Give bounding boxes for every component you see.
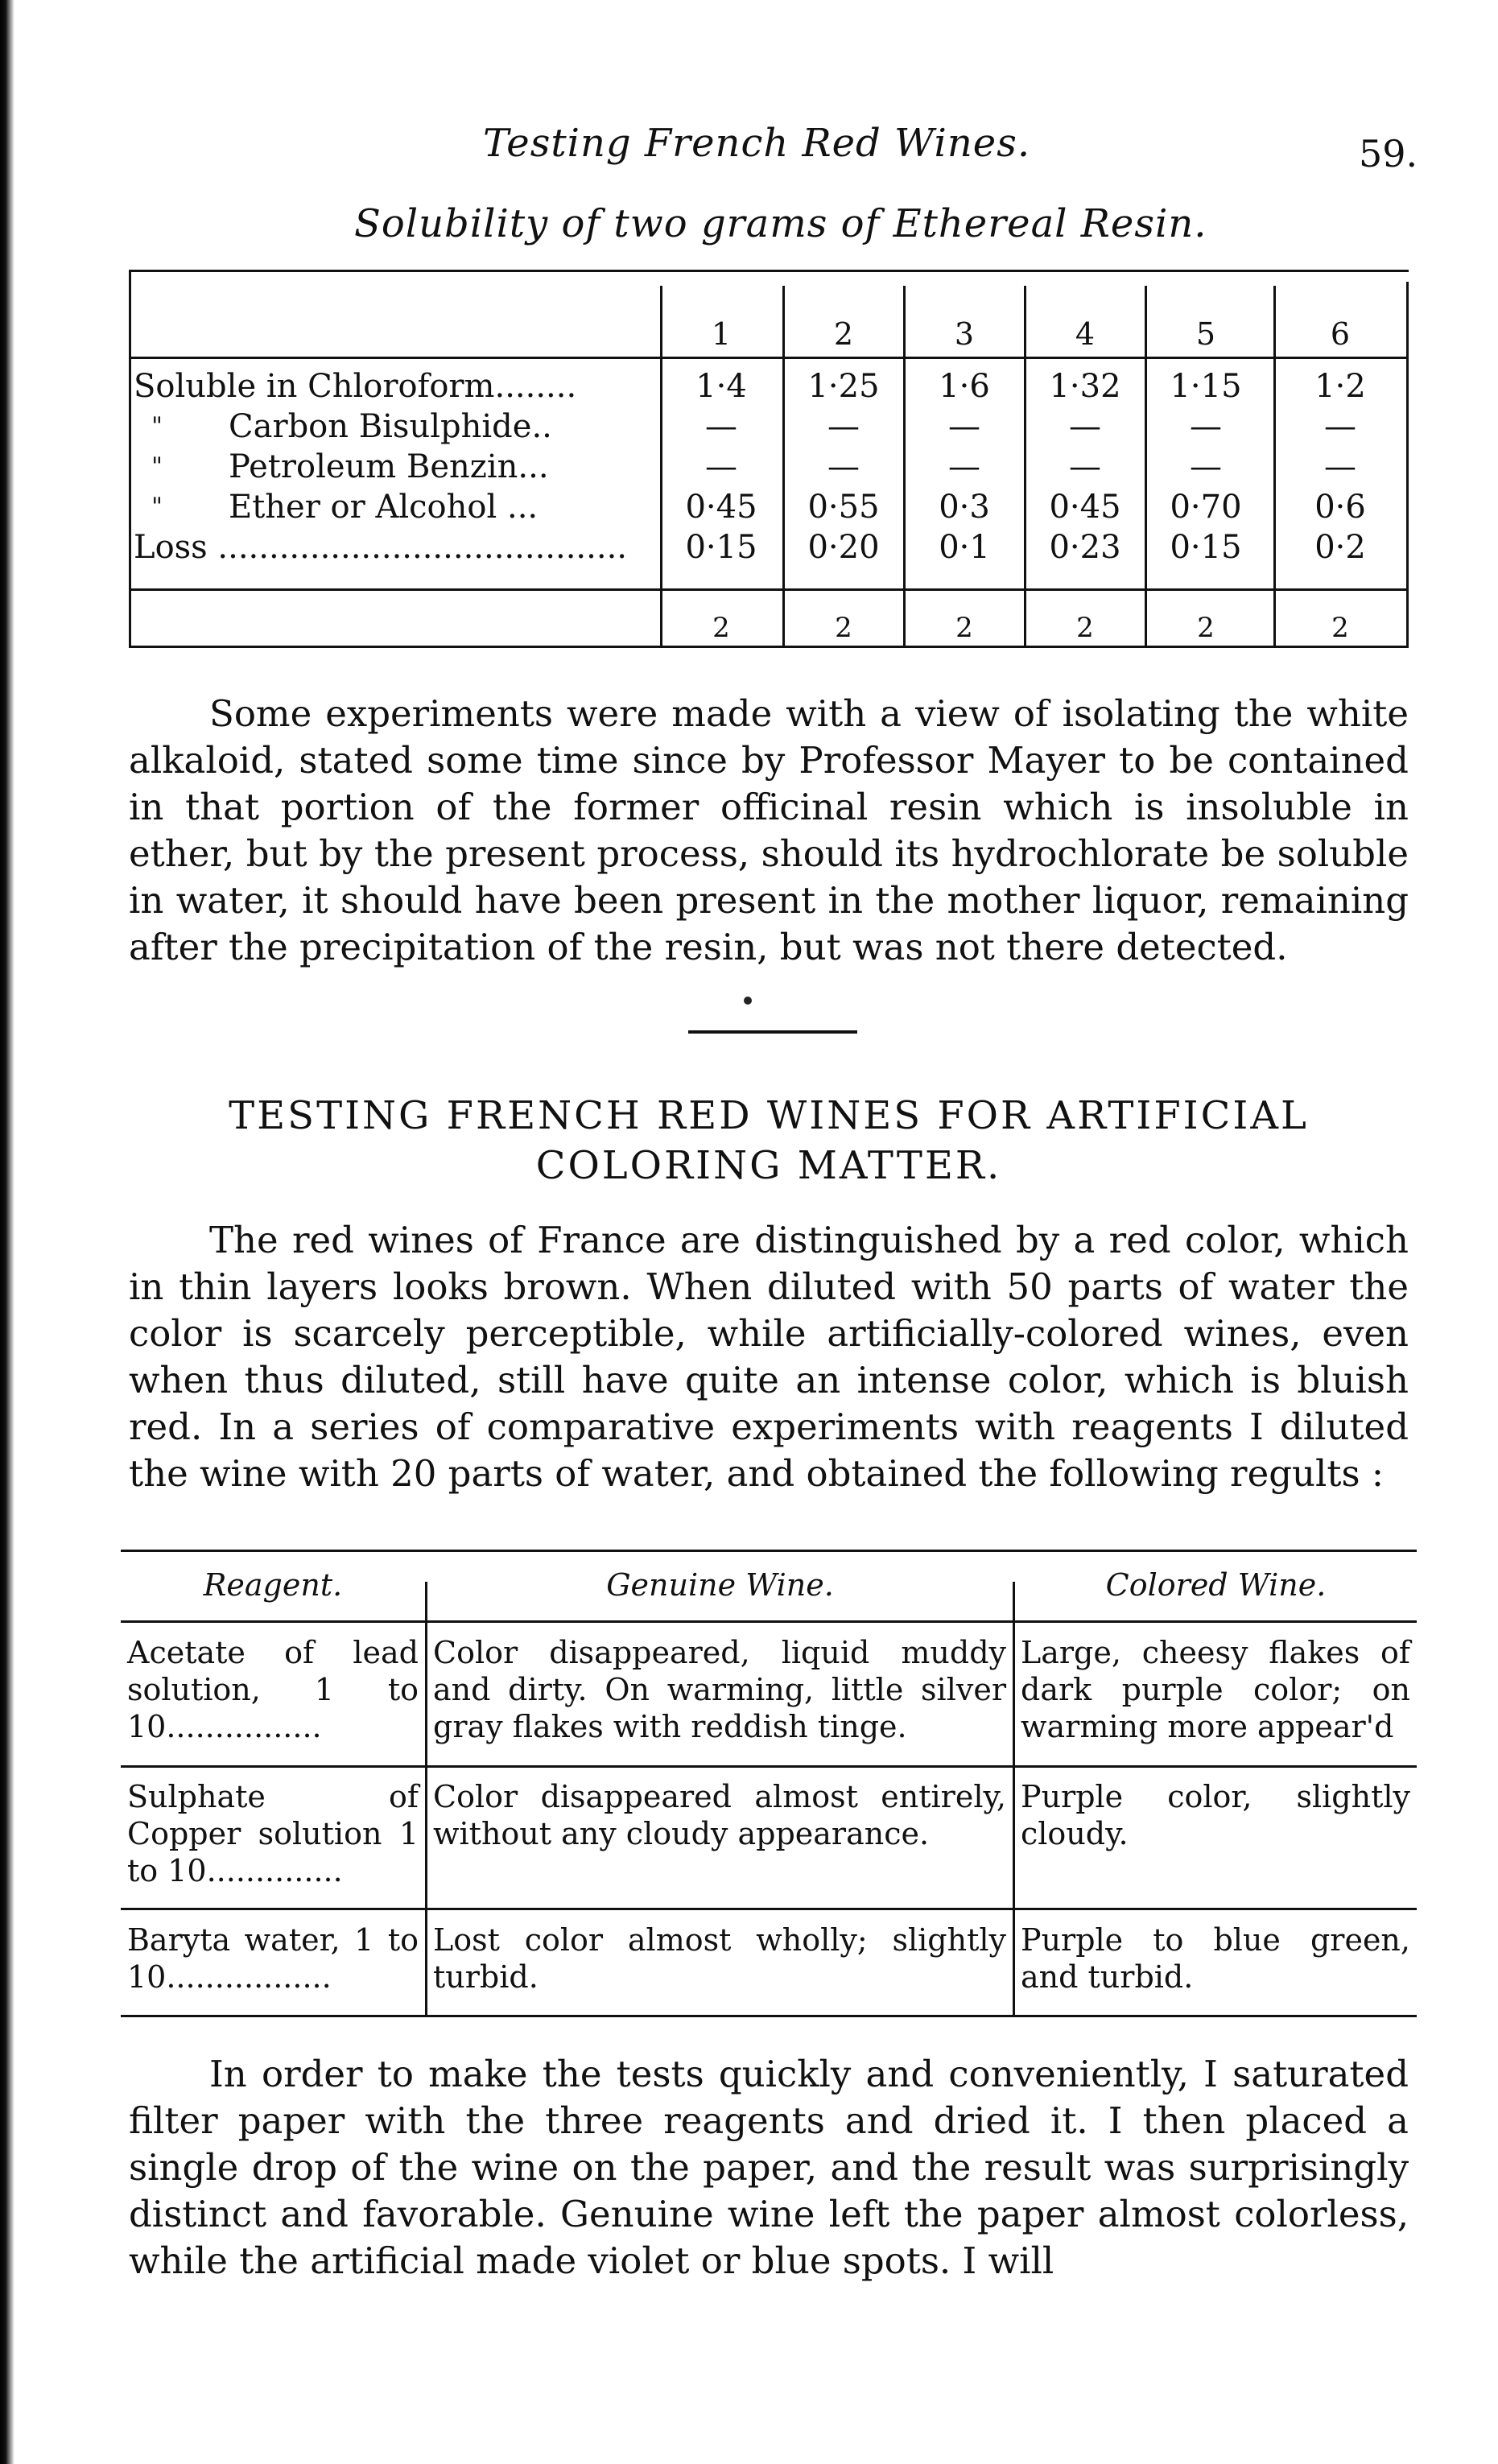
table-cell: — [1324, 408, 1356, 445]
colored-wine-cell: Purple to blue green, and turbid. [1021, 1922, 1410, 1995]
column-rule [425, 1582, 427, 2016]
table-cell: 1·32 [1049, 368, 1121, 405]
table-cell: 0·3 [939, 489, 990, 526]
table-rule-left [129, 270, 131, 648]
total-cell: 2 [955, 612, 973, 644]
table-cell: 0·15 [1170, 529, 1242, 566]
table-cell: 0·45 [685, 489, 757, 526]
column-header-colored-wine: Colored Wine. [1105, 1567, 1327, 1603]
ditto-mark: " [151, 412, 163, 440]
column-header-reagent: Reagent. [203, 1567, 343, 1603]
table-cell: 0·15 [685, 529, 757, 566]
table-rule-top [121, 1550, 1417, 1552]
page-edge [0, 0, 14, 2464]
resin-solubility-table [129, 270, 1409, 656]
table-cell: 1·25 [807, 368, 880, 405]
separator-dot [744, 997, 752, 1005]
table-rule-header [121, 1620, 1417, 1623]
reagent-cell: Baryta water, 1 to 10................. [127, 1922, 419, 1995]
table-cell: 1·15 [1170, 368, 1242, 405]
total-cell: 2 [1076, 612, 1094, 644]
table-cell: — [705, 448, 737, 485]
table-cell: 1·6 [939, 368, 990, 405]
table-rule-row [121, 1765, 1417, 1768]
running-head: Testing French Red Wines. [483, 121, 1031, 166]
total-cell: 2 [712, 612, 730, 644]
column-header-5: 5 [1195, 316, 1216, 352]
table-cell: — [1069, 448, 1101, 485]
reagent-results-table [121, 1550, 1417, 2033]
row-label-ether-alcohol: " Ether or Alcohol ... [134, 487, 627, 527]
table-cell: 0·20 [807, 529, 880, 566]
genuine-wine-cell: Color disappeared almost entirely, without any cloudy appearance. [433, 1779, 1006, 1851]
data-column-5 [1145, 366, 1266, 568]
page-number: 59. [1359, 132, 1418, 175]
table-cell: — [705, 408, 737, 445]
table-cell: — [1069, 408, 1101, 445]
row-label-loss: Loss ........................................ [134, 529, 628, 566]
paragraph-text: In order to make the tests quickly and conveniently, I saturated filter paper with the three reagents and dried it. I then placed a single drop of the wine on the paper, and the result was surprisingly distinct and favorable. Genuine wine left the paper almost colorless, while the artificial made violet or blue spots. I will [129, 2053, 1409, 2282]
colored-wine-cell: Purple color, slightly cloudy. [1021, 1779, 1410, 1851]
data-column-1 [661, 366, 782, 568]
table-cell: — [827, 448, 860, 485]
section-title-line-1: TESTING FRENCH RED WINES FOR ARTIFICIAL [229, 1093, 1309, 1138]
row-labels [134, 366, 627, 568]
column-rule [1013, 1582, 1015, 2016]
table-cell: — [827, 408, 860, 445]
reagent-cell: Acetate of lead solution, 1 to 10................ [127, 1635, 419, 1744]
column-header-6: 6 [1330, 316, 1351, 352]
table-cell: — [948, 448, 980, 485]
data-column-3 [904, 366, 1025, 568]
colored-wine-cell: Large, cheesy flakes of dark purple color; on warming more appear'd [1021, 1635, 1410, 1744]
section-title [129, 1091, 1409, 1191]
reagent-cell: Sulphate of Copper solution 1 to 10.............. [127, 1779, 419, 1888]
column-header-4: 4 [1075, 316, 1096, 352]
genuine-wine-cell: Lost color almost wholly; slightly turbid. [433, 1922, 1006, 1995]
column-header-3: 3 [954, 316, 975, 352]
paragraph-text: The red wines of France are distinguished by a red color, which in thin layers looks brown. When diluted with 50 parts of water the color is scarcely perceptible, while artificially-colored wines, even when thus diluted, still have quite an intense color, which is bluish red. In a series of comparative experiments with reagents I diluted the wine with 20 parts of water, and obtained the following regults : [129, 1219, 1409, 1495]
table-cell: 1·4 [695, 368, 747, 405]
table-rule-bottom [121, 2015, 1417, 2017]
table-rule-right [1406, 282, 1409, 648]
table-cell: — [1324, 448, 1356, 485]
paragraph-filter-paper [129, 2051, 1409, 2284]
data-column-2 [783, 366, 904, 568]
separator-rule [688, 1030, 857, 1034]
table-rule-totals [129, 588, 1409, 591]
table-cell: 1·2 [1314, 368, 1366, 405]
column-header-2: 2 [833, 316, 854, 352]
row-label-petroleum-benzin: " Petroleum Benzin... [134, 447, 627, 487]
table-cell: — [1190, 448, 1222, 485]
total-cell: 2 [835, 612, 852, 644]
table-rule-bottom [129, 646, 1409, 648]
table-cell: 0·23 [1049, 529, 1121, 566]
table-rule-header [129, 357, 1409, 359]
paragraph-red-wines [129, 1217, 1409, 1497]
table-cell: 0·70 [1170, 489, 1242, 526]
page-header [0, 121, 1498, 177]
table-cell: 0·1 [939, 529, 990, 566]
total-cell: 2 [1197, 612, 1215, 644]
paragraph-alkaloid [129, 691, 1409, 971]
table-cell: 0·6 [1314, 489, 1366, 526]
row-label-chloroform: Soluble in Chloroform........ [134, 368, 577, 405]
row-label-carbon-bisulphide: " Carbon Bisulphide.. [134, 407, 627, 447]
column-header-1: 1 [711, 316, 732, 352]
ditto-mark: " [151, 493, 163, 521]
data-column-6 [1274, 366, 1406, 568]
data-column-4 [1025, 366, 1145, 568]
table-cell: — [1190, 408, 1222, 445]
table-cell: 0·45 [1049, 489, 1121, 526]
genuine-wine-cell: Color disappeared, liquid muddy and dirty. On warming, little silver gray flakes with reddish tinge. [433, 1635, 1006, 1744]
column-header-genuine-wine: Genuine Wine. [606, 1567, 834, 1603]
table-cell: 0·2 [1314, 529, 1366, 566]
total-cell: 2 [1331, 612, 1349, 644]
table-cell: 0·55 [807, 489, 880, 526]
paragraph-text: Some experiments were made with a view of isolating the white alkaloid, stated some time since by Professor Mayer to be contained in that portion of the former officinal resin which is insoluble in ether, but by the present process, should its hydrochlorate be soluble in water, it should have been present in the mother liquor, remaining after the precipitation of the resin, but was not there detected. [129, 692, 1409, 968]
table-cell: — [948, 408, 980, 445]
ditto-mark: " [151, 452, 163, 481]
table-rule-row [121, 1908, 1417, 1910]
resin-table-title: Solubility of two grams of Ethereal Resin. [354, 201, 1207, 246]
table-rule-top [129, 270, 1409, 272]
section-title-line-2: COLORING MATTER. [535, 1143, 1002, 1188]
